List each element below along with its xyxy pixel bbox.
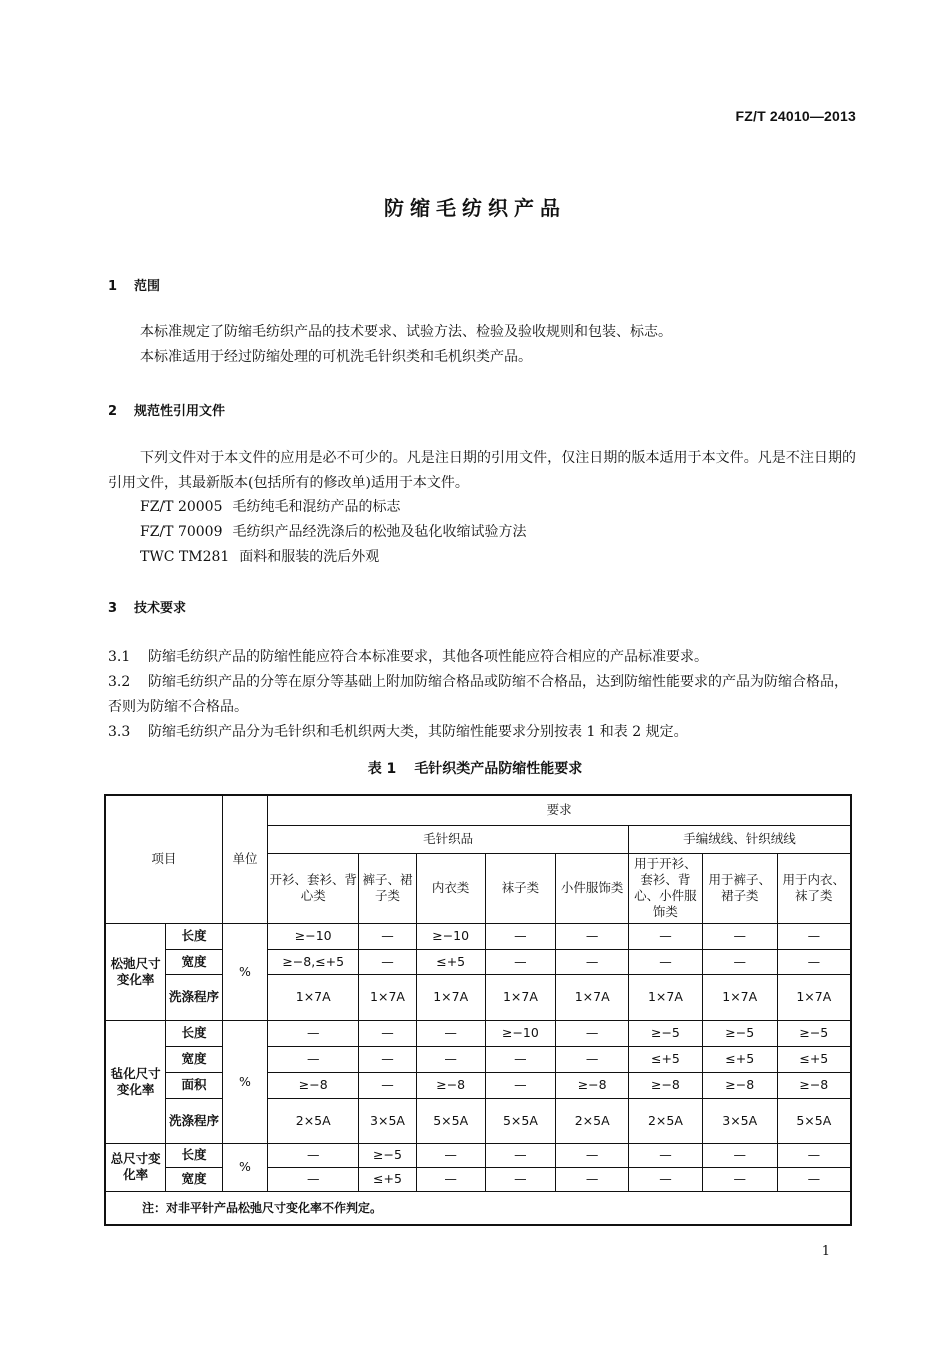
table-cell: 1×7A	[268, 974, 359, 1020]
table-cell: 3×5A	[702, 1098, 777, 1143]
table-cell: 2×5A	[556, 1098, 629, 1143]
table-cell: —	[777, 949, 851, 974]
table-cell: —	[485, 949, 556, 974]
table-cell: —	[359, 1046, 417, 1072]
page-number: 1	[821, 1244, 830, 1259]
table-cell: ≥−5	[629, 1020, 703, 1046]
table-cell: ≥−8	[556, 1072, 629, 1098]
table-cell: 1×7A	[416, 974, 485, 1020]
section-1-paragraph: 本标准规定了防缩毛纺织产品的技术要求、试验方法、检验及验收规则和包装、标志。	[140, 324, 672, 340]
table-cell: 1×7A	[777, 974, 851, 1020]
section-number: 1	[108, 279, 118, 294]
row-label: 宽度	[166, 949, 223, 974]
standard-number: FZ/T 24010—2013	[735, 108, 856, 124]
table-cell: 2×5A	[629, 1098, 703, 1143]
column-header: 用于裤子、裙子类	[702, 853, 777, 923]
table-cell: —	[777, 1167, 851, 1191]
table-cell: —	[556, 1020, 629, 1046]
document-title: 防缩毛纺织产品	[384, 196, 566, 220]
group-label: 毡化尺寸变化率	[105, 1020, 166, 1143]
table-cell: —	[629, 1143, 703, 1167]
section-number: 3	[108, 601, 118, 616]
table-number: 表 1	[367, 761, 397, 777]
table-cell: 1×7A	[702, 974, 777, 1020]
table-cell: —	[416, 1020, 485, 1046]
table-cell: ≤+5	[416, 949, 485, 974]
table-cell: ≥−5	[702, 1020, 777, 1046]
table-cell: 1×7A	[556, 974, 629, 1020]
table-cell: —	[629, 949, 703, 974]
reference-item	[140, 496, 400, 516]
column-header: 小件服饰类	[556, 853, 629, 923]
group-label: 松弛尺寸变化率	[105, 923, 166, 1020]
table-cell: 2×5A	[268, 1098, 359, 1143]
table-row	[105, 1072, 851, 1098]
section-2-heading	[108, 400, 225, 419]
clause-3-1	[108, 645, 856, 670]
table-1-caption	[0, 758, 950, 778]
table-note: 注：对非平针产品松弛尺寸变化率不作判定。	[105, 1191, 851, 1225]
section-title: 技术要求	[134, 601, 187, 616]
table-cell: ≤+5	[359, 1167, 417, 1191]
reference-name: 毛纺纯毛和混纺产品的标志	[232, 499, 401, 515]
reference-code: TWC TM281	[140, 549, 230, 565]
table-cell: —	[777, 923, 851, 949]
table-cell: —	[556, 1167, 629, 1191]
table-cell: 5×5A	[777, 1098, 851, 1143]
table-cell: ≥−8	[702, 1072, 777, 1098]
table-cell: —	[702, 949, 777, 974]
table-cell: —	[268, 1046, 359, 1072]
table-cell: ≥−10	[416, 923, 485, 949]
table-cell: —	[702, 1143, 777, 1167]
table-cell: ≥−10	[268, 923, 359, 949]
section-1-heading	[108, 275, 160, 294]
table-cell: ≥−10	[485, 1020, 556, 1046]
table-cell: —	[629, 923, 703, 949]
table-cell: —	[268, 1143, 359, 1167]
table-row	[105, 1046, 851, 1072]
unit-cell: %	[222, 923, 267, 1020]
table-cell: ≥−5	[777, 1020, 851, 1046]
row-label: 长度	[166, 1143, 223, 1167]
table-cell: 1×7A	[359, 974, 417, 1020]
reference-code: FZ/T 70009	[140, 524, 223, 540]
table-cell: —	[416, 1167, 485, 1191]
table-cell: 1×7A	[485, 974, 556, 1020]
column-header: 用于开衫、套衫、背心、小件服饰类	[629, 853, 703, 923]
table-cell: —	[359, 1020, 417, 1046]
reference-name: 毛纺织产品经洗涤后的松弛及毡化收缩试验方法	[232, 524, 527, 540]
table-row	[105, 923, 851, 949]
table-cell: —	[485, 1167, 556, 1191]
table-cell: ≥−8,≤+5	[268, 949, 359, 974]
table-cell: —	[268, 1020, 359, 1046]
table-row	[105, 1167, 851, 1191]
clause-3-3	[108, 720, 856, 745]
row-label: 洗涤程序	[166, 974, 223, 1020]
table-cell: —	[702, 923, 777, 949]
table-cell: —	[556, 1143, 629, 1167]
clause-number: 3.2	[108, 674, 131, 690]
table-cell: —	[416, 1143, 485, 1167]
clause-text: 防缩毛纺织产品的分等在原分等基础上附加防缩合格品或防缩不合格品，达到防缩性能要求的产品为防缩合格品，否则为防缩不合格品。	[108, 674, 848, 715]
header-unit: 单位	[222, 795, 267, 923]
row-label: 面积	[166, 1072, 223, 1098]
table-cell: ≤+5	[702, 1046, 777, 1072]
table-cell: 1×7A	[629, 974, 703, 1020]
table-caption-text: 毛针织类产品防缩性能要求	[414, 761, 583, 777]
unit-cell: %	[222, 1143, 267, 1191]
table-row	[105, 974, 851, 1020]
column-header: 内衣类	[416, 853, 485, 923]
row-label: 长度	[166, 923, 223, 949]
table-cell: —	[359, 923, 417, 949]
column-header: 裤子、裙子类	[359, 853, 417, 923]
table-cell: —	[702, 1167, 777, 1191]
unit-cell: %	[222, 1020, 267, 1143]
column-header: 用于内衣、袜了类	[777, 853, 851, 923]
table-cell: ≤+5	[629, 1046, 703, 1072]
table-cell: 3×5A	[359, 1098, 417, 1143]
table-1	[104, 794, 852, 1226]
row-label: 宽度	[166, 1046, 223, 1072]
table-cell: ≤+5	[777, 1046, 851, 1072]
table-row	[105, 1143, 851, 1167]
section-number: 2	[108, 404, 118, 419]
table-cell: —	[359, 1072, 417, 1098]
table-cell: —	[485, 1143, 556, 1167]
row-label: 长度	[166, 1020, 223, 1046]
reference-item	[140, 521, 526, 541]
table-cell: ≥−8	[268, 1072, 359, 1098]
section-title: 范围	[134, 279, 161, 294]
column-header: 袜子类	[485, 853, 556, 923]
column-header: 开衫、套衫、背心类	[268, 853, 359, 923]
section-title: 规范性引用文件	[134, 404, 226, 419]
table-cell: ≥−8	[416, 1072, 485, 1098]
group-label: 总尺寸变化率	[105, 1143, 166, 1191]
clause-text: 防缩毛纺织产品分为毛针织和毛机织两大类，其防缩性能要求分别按表 1 和表 2 规定。	[148, 724, 688, 740]
table-cell: 5×5A	[485, 1098, 556, 1143]
section-1-paragraph: 本标准适用于经过防缩处理的可机洗毛针织类和毛机织类产品。	[140, 349, 532, 365]
clause-number: 3.3	[108, 724, 131, 740]
clause-3-2	[108, 670, 856, 720]
table-cell: ≥−8	[777, 1072, 851, 1098]
row-label: 宽度	[166, 1167, 223, 1191]
reference-name: 面料和服装的洗后外观	[239, 549, 380, 565]
table-row	[105, 1098, 851, 1143]
clause-number: 3.1	[108, 649, 131, 665]
table-cell: —	[485, 923, 556, 949]
header-group-yarn: 手编绒线、针织绒线	[629, 825, 851, 853]
table-cell: —	[629, 1167, 703, 1191]
table-cell: —	[556, 949, 629, 974]
table-cell: —	[359, 949, 417, 974]
header-group-knitwear: 毛针织品	[268, 825, 629, 853]
section-3-heading	[108, 597, 186, 616]
table-cell: —	[268, 1167, 359, 1191]
row-label: 洗涤程序	[166, 1098, 223, 1143]
table-cell: —	[485, 1072, 556, 1098]
clause-text: 防缩毛纺织产品的防缩性能应符合本标准要求，其他各项性能应符合相应的产品标准要求。	[148, 649, 708, 665]
table-cell: —	[416, 1046, 485, 1072]
table-cell: —	[485, 1046, 556, 1072]
table-cell: —	[777, 1143, 851, 1167]
reference-item	[140, 546, 379, 566]
table-cell: ≥−5	[359, 1143, 417, 1167]
table-cell: 5×5A	[416, 1098, 485, 1143]
table-cell: —	[556, 923, 629, 949]
header-item: 项目	[105, 795, 222, 923]
table-row	[105, 949, 851, 974]
reference-code: FZ/T 20005	[140, 499, 223, 515]
table-row	[105, 1020, 851, 1046]
table-cell: ≥−8	[629, 1072, 703, 1098]
table-cell: —	[556, 1046, 629, 1072]
header-requirement: 要求	[268, 795, 851, 825]
section-2-intro: 下列文件对于本文件的应用是必不可少的。凡是注日期的引用文件，仅注日期的版本适用于本文件。凡是不注日期的引用文件，其最新版本(包括所有的修改单)适用于本文件。	[108, 450, 856, 491]
